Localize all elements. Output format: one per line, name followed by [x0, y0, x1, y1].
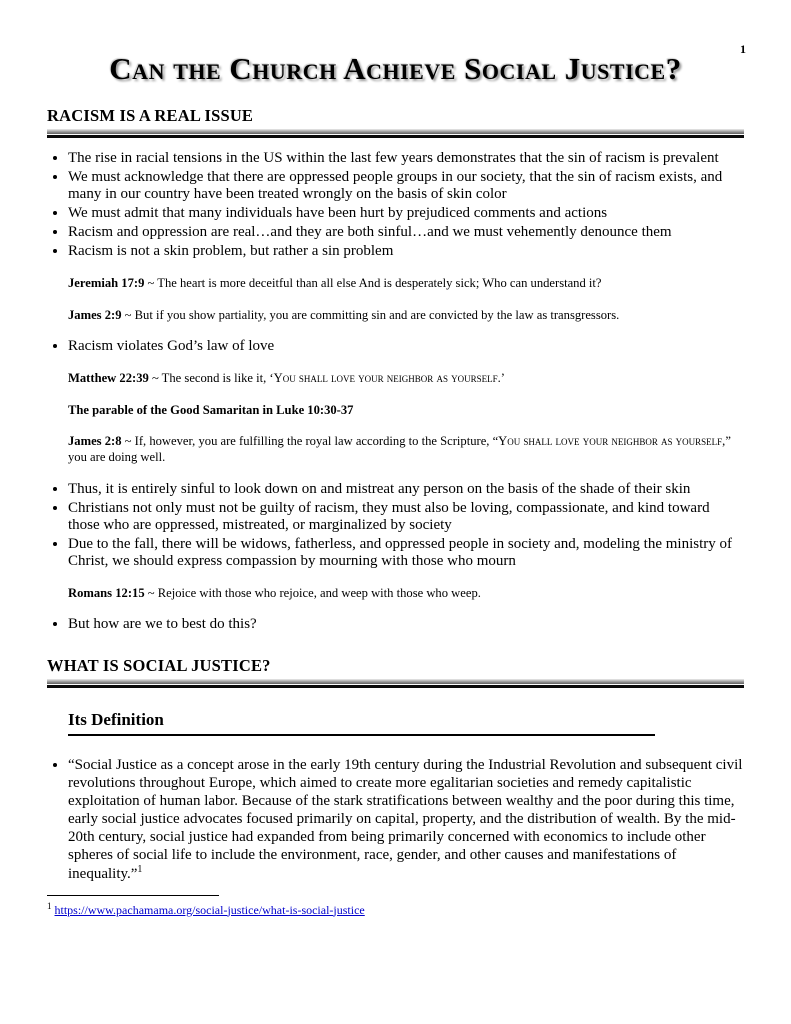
- bullet-list-racism: [47, 150, 744, 261]
- bullet-item: • We must acknowledge that there are oppressed people groups in our society, that the sin of racism exists, and many in our country have been treated wrongly on the basis of skin color: [68, 169, 744, 203]
- scripture-text: ~ Rejoice with those who rejoice, and weep with those who weep.: [147, 586, 481, 601]
- footnote-marker: 1: [47, 900, 52, 911]
- bullet-item: • Racism and oppression are real…and they are both sinful…and we must vehemently denounce them: [68, 224, 744, 241]
- scripture-text: ’: [500, 371, 505, 386]
- bullet-list-love: [47, 338, 744, 355]
- scripture-text: ,” you are doing well.: [68, 433, 731, 465]
- bullet-item: • But how are we to best do this?: [68, 616, 744, 633]
- bullet-list-question: [47, 616, 744, 633]
- footnote-link[interactable]: https://www.pachamama.org/social-justice/what-is-social-justice: [54, 902, 365, 917]
- scripture-note-good-samaritan: The parable of the Good Samaritan in Luke 10:30-37: [68, 402, 354, 417]
- section-heading-racism: RACISM IS A REAL ISSUE: [47, 105, 254, 125]
- scripture-reference: Jeremiah 17:9: [68, 276, 145, 291]
- bullet-item: • We must admit that many individuals have been hurt by prejudiced comments and actions: [68, 205, 744, 222]
- bullet-item: • Due to the fall, there will be widows, fatherless, and oppressed people in society and, modeling the ministry of Christ, we should express compassion by mourning with those who mourn: [68, 536, 744, 570]
- scripture-reference: James 2:8: [68, 433, 122, 448]
- subsection-heading-definition: Its Definition: [68, 710, 655, 736]
- divider-thick-line: [47, 129, 744, 134]
- section-divider: [47, 679, 744, 688]
- bullet-list-response: [47, 481, 744, 570]
- scripture-reference: James 2:9: [68, 307, 122, 322]
- section-social-justice: [47, 656, 744, 918]
- divider-thick-line: [47, 679, 744, 684]
- bullet-item: • Christians not only must not be guilty of racism, they must also be loving, compassionate, and kind toward those who are oppressed, mistreated, or marginalized by society: [68, 500, 744, 534]
- document-title: Can the Church Achieve Social Justice?: [109, 51, 682, 86]
- scripture-quote-james-2-9: [68, 307, 744, 323]
- section-heading-social-justice: WHAT IS SOCIAL JUSTICE?: [47, 655, 271, 675]
- bullet-item: • The rise in racial tensions in the US within the last few years demonstrates that the sin of racism is prevalent: [68, 150, 744, 167]
- section-racism: [47, 106, 744, 634]
- footnote-marker-inline: 1: [137, 863, 143, 875]
- scripture-reference: Matthew 22:39: [68, 371, 149, 386]
- scripture-text: ~ If, however, you are fulfilling the royal law according to the Scripture, “: [124, 433, 499, 448]
- bullet-item: • Racism violates God’s law of love: [68, 338, 744, 355]
- footnote-separator: [47, 895, 219, 896]
- scripture-quote-romans-12-15: [68, 585, 744, 601]
- page-number: 1: [740, 42, 746, 56]
- scripture-smallcaps-text: You shall love your neighbor as yourself.: [273, 371, 501, 386]
- divider-thin-line: [47, 135, 744, 138]
- scripture-smallcaps-text: You shall love your neighbor as yourself: [498, 433, 723, 448]
- section-divider: [47, 129, 744, 138]
- scripture-text: ~ The heart is more deceitful than all else And is desperately sick; Who can understand it?: [147, 276, 602, 291]
- scripture-quote-jeremiah-17-9: [68, 275, 744, 291]
- definition-paragraph: [68, 756, 744, 883]
- definition-paragraph-list: [47, 756, 744, 883]
- scripture-text: ~ But if you show partiality, you are committing sin and are convicted by the law as transgressors.: [124, 307, 620, 322]
- divider-thin-line: [47, 685, 744, 688]
- definition-text: “Social Justice as a concept arose in the early 19th century during the Industrial Revolution and subsequent civil revolutions throughout Europe, which aimed to create more egalitarian societies and remedy capitalistic exploitation of human labor. Because of the stark stratifications between wealthy and the poor during this time, early social justice advocates focused primarily on capital, property, and the distribution of wealth. By the mid-20th century, social justice had expanded from being primarily concerned with economics to include other spheres of social life to include the environment, race, gender, and other causes and manifestations of inequality.”: [68, 756, 743, 882]
- scripture-reference: Romans 12:15: [68, 586, 145, 601]
- bullet-item: • Thus, it is entirely sinful to look down on and mistreat any person on the basis of the shade of their skin: [68, 481, 744, 498]
- scripture-text: ~ The second is like it, ‘: [151, 371, 274, 386]
- bullet-item: • Racism is not a skin problem, but rather a sin problem: [68, 243, 744, 260]
- scripture-quote-matthew-22-39: [68, 370, 744, 386]
- scripture-quote-james-2-8: [68, 433, 744, 466]
- footnote: [47, 901, 744, 918]
